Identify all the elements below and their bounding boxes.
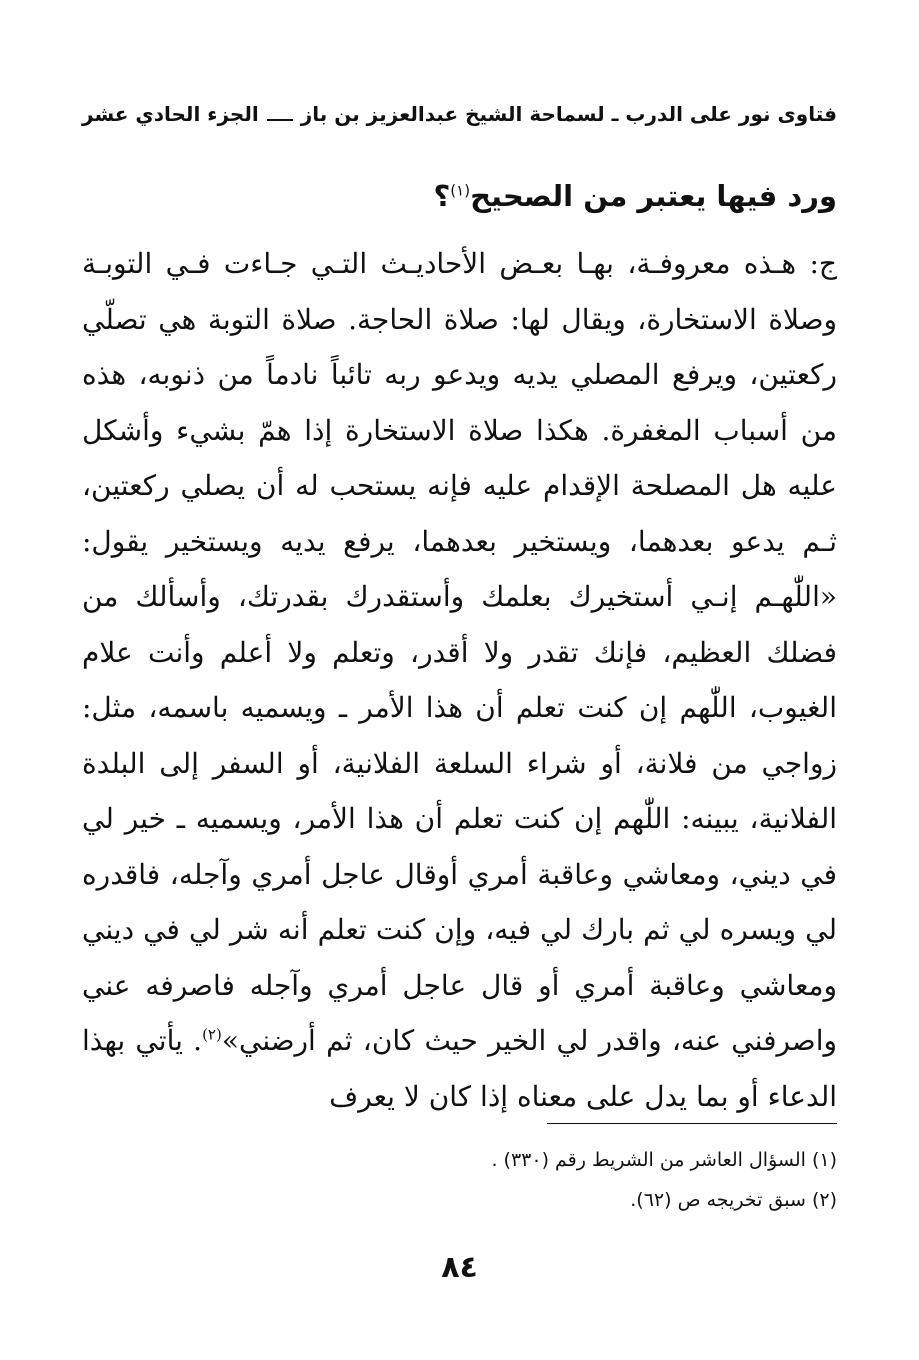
footnote-divider [547,1123,837,1124]
footnote-ref-1[interactable]: (١) [450,181,471,200]
footnotes [82,1140,837,1220]
answer-paragraph [82,236,837,1124]
header-rule [267,119,293,121]
question-line [82,172,837,220]
footnote-1: (١) السؤال العاشر من الشريط رقم (٣٣٠) . [491,1149,837,1171]
running-header [82,96,837,132]
page-number: ٨٤ [441,1250,478,1285]
footnote-2: (٢) سبق تخريجه ص (٦٢). [630,1189,837,1211]
question-mark: ؟ [433,179,451,213]
question-text: ورد فيها يعتبر من الصحيح [470,179,837,213]
footnote-ref-2[interactable]: (٢) [202,1025,222,1044]
volume-label: الجزء الحادي عشر [82,102,259,126]
series-title: فتاوى نور على الدرب ـ لسماحة الشيخ عبدالعزيز بن باز [300,102,837,126]
answer-text-continued: . يأتي بهذا الدعاء أو بما يدل على معناه إذا كان لا يعرف [82,1024,837,1113]
answer-text: ج: هـذه معروفـة، بهـا بعـض الأحاديـث التـي جـاءت فـي التوبـة وصلاة الاستخارة، ويقال لها: صلاة الحاجة. صلاة التوبة هي تصلّي ركعتين، ويرفع المصلي يديه ويدعو ربه تائباً نادماً من ذنوبه، هذه من أسباب المغفرة. هكذا صلاة الاستخارة إذا همّ بشيء وأشكل عليه هل المصلحة الإقدام عليه فإنه يستحب له أن يصلي ركعتين، ثـم يدعو بعدهما، ويستخير بعدهما، يرفع يديه ويستخير يقول: «اللّٰهـم إنـي أستخيرك بعلمك وأستقدرك بقدرتك، وأسألك من فضلك العظيم، فإنك تقدر ولا أقدر، وتعلم ولا أعلم وأنت علام الغيوب، اللّٰهم إن كنت تعلم أن هذا الأمر ـ ويسميه باسمه، مثل: زواجي من فلانة، أو شراء السلعة الفلانية، أو السفر إلى البلدة الفلانية، يبينه: اللّٰهم إن كنت تعلم أن هذا الأمر، ويسميه ـ خير لي في ديني، ومعاشي وعاقبة أمري أوقال عاجل أمري وآجله، فاقدره لي ويسره لي ثم بارك لي فيه، وإن كنت تعلم أنه شر لي في ديني ومعاشي وعاقبة أمري أو قال عاجل أمري وآجله فاصرفه عني واصرفني عنه، واقدر لي الخير حيث كان، ثم أرضني» [82,247,838,1057]
